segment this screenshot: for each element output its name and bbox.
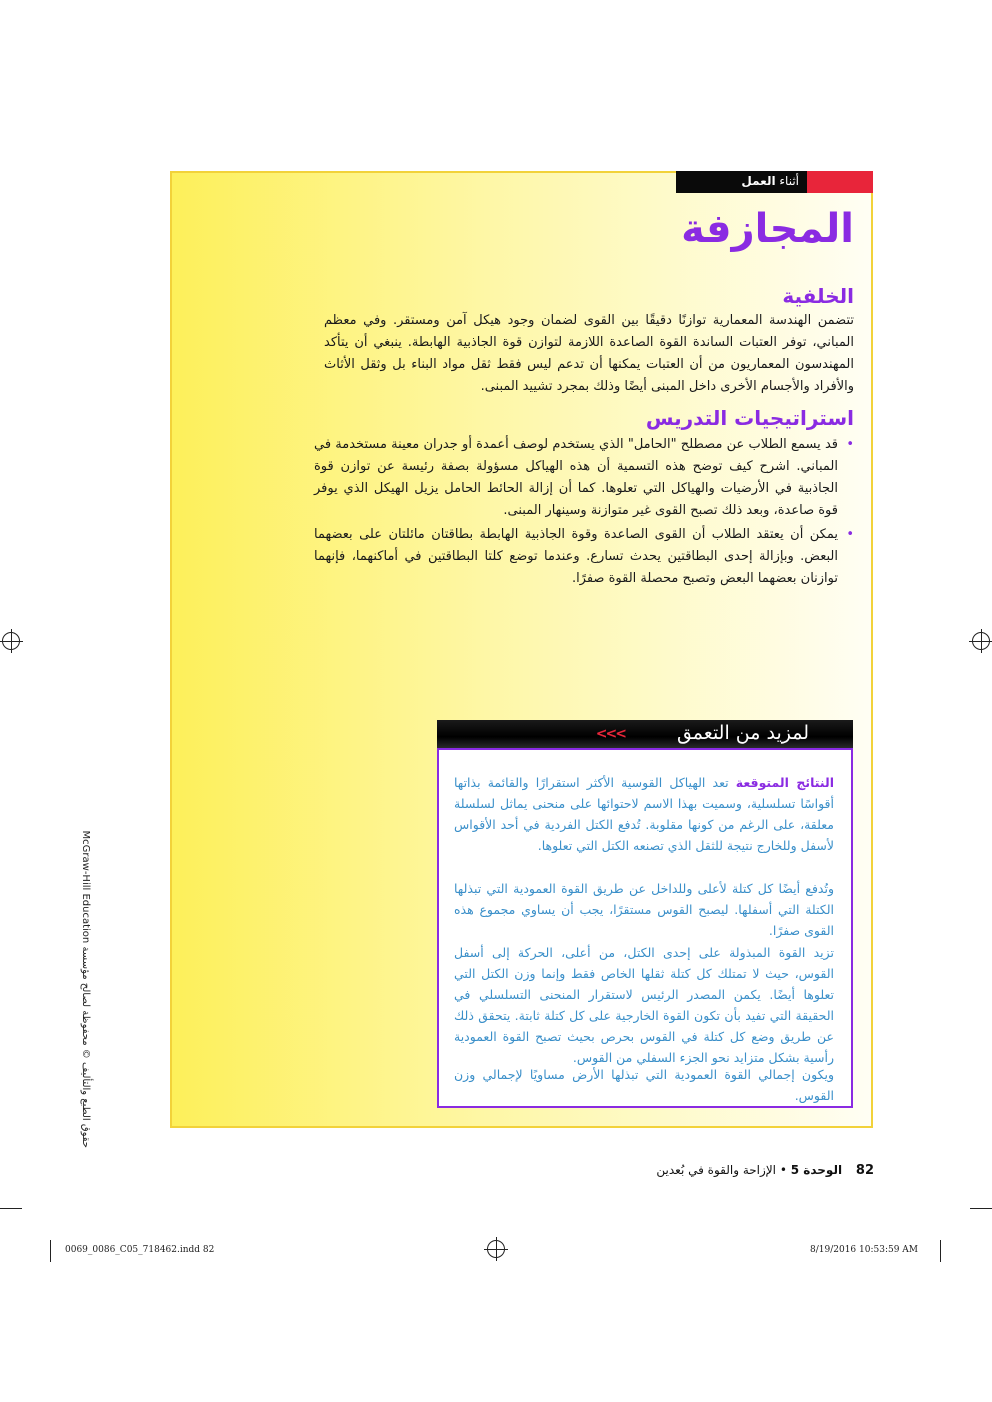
section-tag-bold: العمل <box>741 174 776 188</box>
deep-dive-paragraph-1 <box>454 772 834 856</box>
slug-file: 0069_0086_C05_718462.indd 82 <box>65 1245 215 1255</box>
page-number: 82 <box>855 1163 874 1178</box>
slug-date: 8/19/2016 10:53:59 AM <box>810 1245 919 1255</box>
page-title: المجازفة <box>681 206 854 252</box>
unit-label: الوحدة 5 <box>790 1163 843 1177</box>
unit-title: الإزاحة والقوة في بُعدين <box>656 1163 776 1177</box>
strategies-list <box>314 434 854 592</box>
bullet-icon: • <box>846 437 854 452</box>
bullet-text: يمكن أن يعتقد الطلاب أن القوى الصاعدة وقوة الجاذبية الهابطة بطاقتان مائلتان على بعضهما البعض. وبإزالة إحدى البطاقتين يحدث تسارع. وعندما توضع كلتا البطاقتين في أماكنهما، فإنهما توازنان بعضهما البعض وتصبح محصلة القوة صفرًا. <box>314 527 838 586</box>
deep-dive-lead: النتائج المتوقعة <box>735 775 834 790</box>
bullet-text: قد يسمع الطلاب عن مصطلح "الحامل" الذي يستخدم لوصف أعمدة أو جدران معينة مستخدمة في المباني. اشرح كيف توضح هذه التسمية أن هذه الهياكل مسؤولة بصفة رئيسة عن توازن قوة الجاذبية في الأرضيات والهياكل التي تعلوها. كما أن إزالة الحائط الحامل يزيل الهيكل الذي يوفر قوة صاعدة، وبعد ذلك تصبح القوى غير متوازنة وسينهار المبنى. <box>314 437 838 518</box>
deep-dive-text-1: تعد الهياكل القوسية الأكثر استقرارًا والقائمة بذاتها أقواسًا تسلسلية، وسميت بهذا الاسم لاحتوائها على منحنى يماثل لسلسلة معلقة، على الرغم من كونها مقلوبة. تُدفع الكتل الفردية في أحد الأقواس لأسفل وللخارج نتيجة للثقل الذي تصنعه الكتل التي تعلوها. <box>454 775 834 853</box>
page-footer <box>656 1163 874 1178</box>
registration-mark-icon <box>972 632 990 650</box>
deep-dive-paragraph-3: تزيد القوة المبذولة على إحدى الكتل، من أعلى، الحركة إلى أسفل القوس، حيث لا تمتلك كل كتلة ثقلها الخاص فقط وإنما وزن الكتل التي تعلوها أيضًا. يكمن المصدر الرئيس لاستقرار المنحنى التسلسلي في الحقيقة التي تفيد بأن تكون القوة الخارجية على كل كتلة ثابتة. يتحقق ذلك عن طريق وضع كل كتلة في القوس بحرص بحيث تصبح القوة العمودية رأسية بشكل متزايد نحو الجزء السفلي من القوس. <box>454 945 834 1065</box>
section-tag-prefix: أثناء <box>779 174 799 188</box>
background-heading: الخلفية <box>782 284 854 308</box>
registration-mark-icon <box>2 632 20 650</box>
chevrons-icon: <<< <box>595 726 625 742</box>
strategies-heading: استراتيجيات التدريس <box>645 406 854 430</box>
crop-mark <box>50 1240 51 1262</box>
section-tag-bar <box>676 171 873 193</box>
section-tag-accent <box>807 171 873 193</box>
crop-mark <box>970 1208 992 1209</box>
registration-mark-icon <box>487 1240 505 1258</box>
crop-mark <box>0 1208 22 1209</box>
deep-dive-title: لمزيد من التعمق <box>676 722 809 744</box>
footer-separator: • <box>779 1163 787 1177</box>
copyright-notice: حقوق الطبع والتأليف © محفوظة لصالح مؤسسة McGraw-Hill Education <box>80 830 91 1148</box>
bullet-icon: • <box>846 527 854 542</box>
list-item <box>314 524 854 590</box>
deep-dive-paragraph-2: وتُدفع أيضًا كل كتلة لأعلى وللداخل عن طريق القوة العمودية التي تبذلها الكتلة التي أسفلها. ليصبح القوس مستقرًا، يجب أن يساوي مجموع هذه القوى صفرًا. <box>454 881 834 938</box>
background-text: تتضمن الهندسة المعمارية توازنًا دقيقًا بين القوى لضمان وجود هيكل آمن ومستقر. وفي معظم المباني، توفر العتبات الساندة القوة الصاعدة اللازمة لتوازن قوة الجاذبية الهابطة. ينبغي أن يتأكد المهندسون المعماريون من أن العتبات يمكنها أن تدعم ليس فقط ثقل مواد البناء بل وثقل الأثاث والأفراد والأجسام الأخرى داخل المبنى أيضًا وذلك بمجرد تشييد المبنى. <box>324 313 854 394</box>
deep-dive-paragraph-4: ويكون إجمالي القوة العمودية التي تبذلها الأرض مساويًا لإجمالي وزن القوس. <box>454 1067 834 1103</box>
deep-dive-header <box>437 720 853 750</box>
section-tag-label <box>741 174 799 188</box>
crop-mark <box>940 1240 941 1262</box>
list-item <box>314 434 854 522</box>
